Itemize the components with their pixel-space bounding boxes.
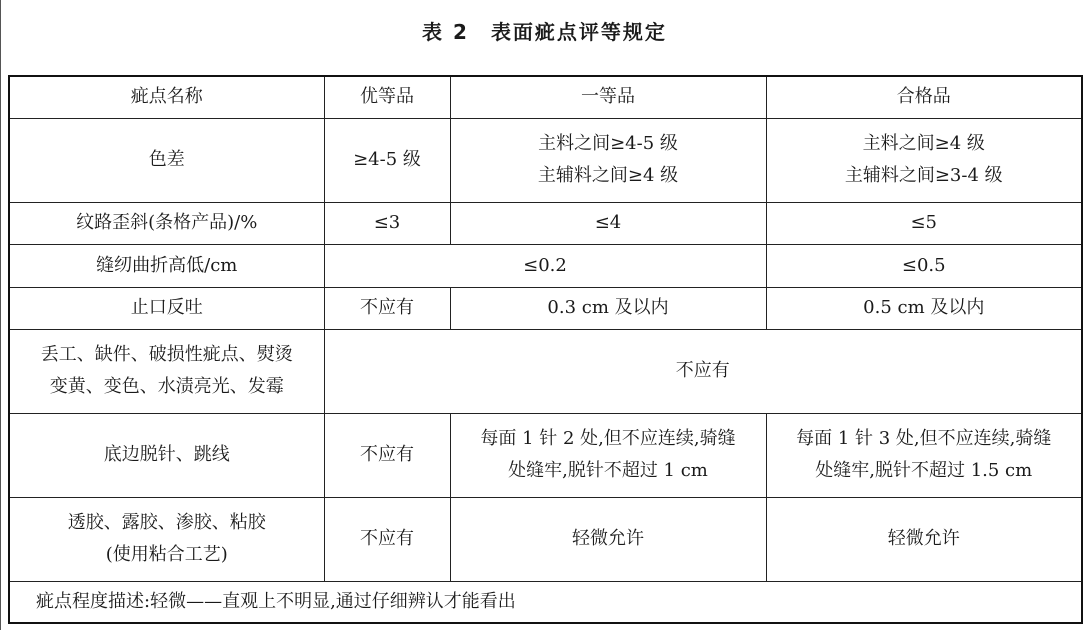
cell-text-line: 主料之间≥4 级 xyxy=(862,133,985,154)
cell-text-line: 主辅料之间≥3-4 级 xyxy=(844,165,1003,186)
cell-defect-name: 止口反吐 xyxy=(9,287,324,329)
cell-premium: ≤3 xyxy=(324,202,450,244)
cell-defect-name: 缝纫曲折高低/cm xyxy=(9,244,324,287)
cell-first-grade: 轻微允许 xyxy=(450,497,766,581)
cell-defect-name: 色差 xyxy=(9,118,324,202)
cell-text-line: 每面 1 针 3 处,但不应连续,骑缝 xyxy=(796,428,1052,449)
cell-text-line: 透胶、露胶、渗胶、粘胶 xyxy=(67,512,266,533)
header-premium: 优等品 xyxy=(324,76,450,118)
cell-premium: 不应有 xyxy=(324,497,450,581)
cell-defect-name: 底边脱针、跳线 xyxy=(9,413,324,497)
cell-first-grade: ≤4 xyxy=(450,202,766,244)
cell-text-line: 处缝牢,脱针不超过 1.5 cm xyxy=(815,460,1033,481)
cell-text-line: 主料之间≥4-5 级 xyxy=(538,133,678,154)
cell-defect-name: 纹路歪斜(条格产品)/% xyxy=(9,202,324,244)
cell-text-line: 处缝牢,脱针不超过 1 cm xyxy=(508,460,708,481)
defect-grading-table xyxy=(8,75,1083,624)
cell-text-line: 丢工、缺件、破损性疵点、熨烫 xyxy=(40,344,293,365)
page-edge-rule xyxy=(0,0,1,630)
cell-text-line: 主辅料之间≥4 级 xyxy=(537,165,679,186)
cell-qualified: 轻微允许 xyxy=(766,497,1082,581)
cell-premium: 不应有 xyxy=(324,287,450,329)
table-title xyxy=(0,14,1089,50)
header-first-grade: 一等品 xyxy=(450,76,766,118)
cell-qualified xyxy=(766,118,1082,202)
cell-qualified: ≤5 xyxy=(766,202,1082,244)
header-row xyxy=(9,76,1082,118)
row-stop-point xyxy=(9,287,1082,329)
table-note: 疵点程度描述:轻微——直观上不明显,通过仔细辨认才能看出 xyxy=(9,581,1082,623)
row-glue xyxy=(9,497,1082,581)
cell-text-line: (使用粘合工艺) xyxy=(105,544,228,565)
cell-defect-name xyxy=(9,329,324,413)
cell-text-line: 每面 1 针 2 处,但不应连续,骑缝 xyxy=(480,428,736,449)
row-seam-height xyxy=(9,244,1082,287)
table-number: 表 2 xyxy=(422,20,469,44)
cell-premium: ≥4-5 级 xyxy=(324,118,450,202)
cell-defect-name xyxy=(9,497,324,581)
row-pattern-skew xyxy=(9,202,1082,244)
cell-qualified: ≤0.5 xyxy=(766,244,1082,287)
row-workmanship-defects xyxy=(9,329,1082,413)
header-defect-name: 疵点名称 xyxy=(9,76,324,118)
cell-first-grade: 0.3 cm 及以内 xyxy=(450,287,766,329)
header-qualified: 合格品 xyxy=(766,76,1082,118)
cell-first-grade xyxy=(450,413,766,497)
cell-qualified xyxy=(766,413,1082,497)
cell-first-grade xyxy=(450,118,766,202)
cell-all-grades: 不应有 xyxy=(324,329,1082,413)
cell-qualified: 0.5 cm 及以内 xyxy=(766,287,1082,329)
cell-text-line: 变黄、变色、水渍亮光、发霉 xyxy=(49,376,284,397)
table-title-text: 表面疵点评等规定 xyxy=(490,20,667,44)
row-color-difference xyxy=(9,118,1082,202)
cell-premium-first-grade: ≤0.2 xyxy=(324,244,766,287)
row-bottom-stitch xyxy=(9,413,1082,497)
cell-premium: 不应有 xyxy=(324,413,450,497)
row-note xyxy=(9,581,1082,623)
